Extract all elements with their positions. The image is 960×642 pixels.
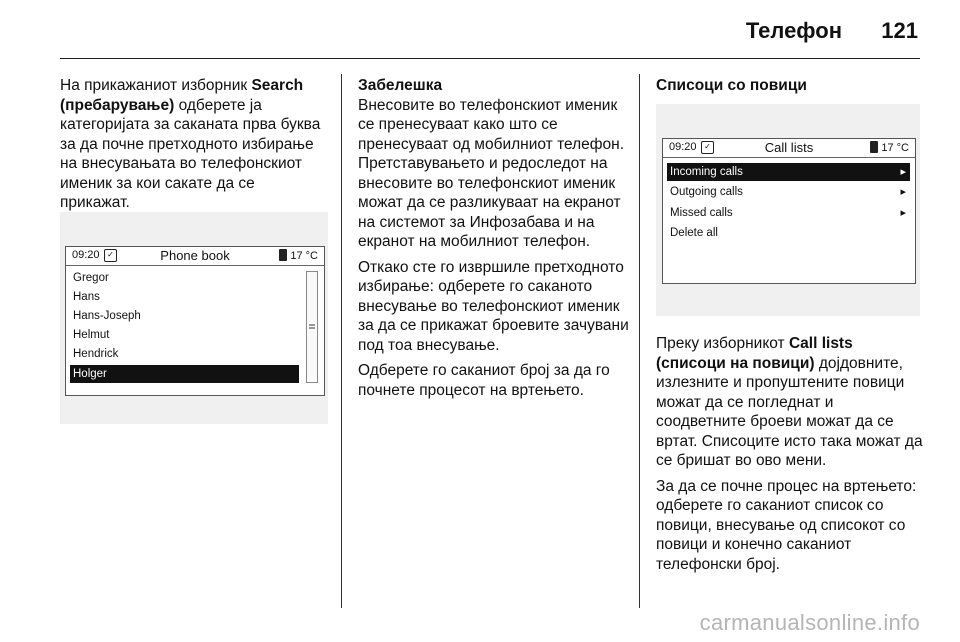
time-display: 09:20	[669, 141, 697, 153]
scrollbar[interactable]	[306, 271, 318, 383]
clock-icon: ✓	[701, 141, 714, 154]
page-number: 121	[881, 18, 918, 43]
temperature-value: 17 °C	[290, 250, 318, 262]
menu-name-call-lists: Call lists (списоци на повици)	[656, 335, 853, 372]
text-span: На прикажаниот изборник	[60, 77, 252, 94]
phone-book-screenshot	[60, 212, 328, 424]
left-paragraph	[60, 76, 328, 213]
menu-item-label: Incoming calls	[670, 166, 743, 178]
phone-book-screen	[65, 246, 325, 396]
list-item[interactable]: Hans-Joseph	[73, 310, 141, 322]
right-column-text	[656, 334, 926, 580]
section-heading: Списоци со повици	[656, 77, 807, 94]
middle-paragraph-2: Откако сте го извршиле претходното избирање: одберете го саканото внесување во телефонскиот именик за да се прикажат броевите зачувани под тоа внесување.	[358, 258, 629, 354]
menu-item-outgoing-calls[interactable]	[667, 183, 910, 201]
text-span: Преку изборникот	[656, 335, 789, 352]
list-item-selected[interactable]: Holger	[70, 365, 299, 383]
scroll-thumb-line	[309, 327, 315, 329]
call-lists-screen	[662, 138, 916, 284]
screen-title: Call lists	[764, 140, 814, 155]
temperature-display	[279, 249, 318, 262]
temperature-display	[870, 141, 909, 154]
right-paragraph-1	[656, 334, 926, 471]
status-bar	[663, 139, 915, 158]
list-item[interactable]: Hendrick	[73, 348, 119, 360]
menu-item-label: Missed calls	[670, 207, 733, 219]
menu-item-missed-calls[interactable]	[667, 204, 910, 222]
note-text: Внесовите во телефонскиот именик се пренесуваат како што се пренесуваат од мобилниот телефон. Претставувањето и редоследот на внесовите во телефонскиот именик можат да се разликуваат на екранот на системот за Инфозабава и на екранот на мобилниот телефон.	[358, 96, 625, 250]
time-display: 09:20	[72, 249, 100, 261]
list-item[interactable]: Helmut	[73, 329, 110, 341]
list-item[interactable]: Hans	[73, 291, 100, 303]
middle-paragraph-3: Одберете го саканиот број за да го почнете процесот на вртењето.	[358, 362, 610, 399]
clock-icon: ✓	[104, 249, 117, 262]
right-column-heading-block	[656, 76, 926, 96]
middle-column	[358, 76, 630, 406]
chevron-right-icon: ▸	[900, 186, 906, 198]
column-divider-1	[341, 74, 342, 608]
menu-item-incoming-calls[interactable]	[667, 163, 910, 181]
column-divider-2	[639, 74, 640, 608]
screen-title: Phone book	[160, 248, 230, 263]
right-paragraph-2: За да се почне процес на вртењето: одберете го саканиот список со повици, внесување од списокот со повици и конечно саканиот телефонски број.	[656, 477, 917, 573]
call-lists-screenshot	[656, 104, 920, 316]
page-header	[0, 0, 960, 58]
menu-item-label: Outgoing calls	[670, 186, 743, 198]
chevron-right-icon: ▸	[900, 166, 906, 178]
section-title: Телефон	[745, 18, 842, 43]
menu-item-delete-all[interactable]	[667, 224, 910, 242]
list-item[interactable]: Gregor	[73, 272, 109, 284]
menu-item-label: Delete all	[670, 227, 718, 239]
temperature-value: 17 °C	[881, 142, 909, 154]
thermometer-icon	[279, 249, 287, 261]
left-column	[60, 76, 328, 219]
header-rule	[60, 58, 920, 59]
text-span: дојдовните, излезните и пропуштените повици можат да се погледнат и соодветните броеви можат да се вртат. Списоците исто така можат да се бришат во ово мени.	[656, 354, 923, 469]
text-span: одберете ја категоријата за саканата прва буква за да почне претходното избирање на внесувањата во телефонскиот именик за кои сакате да се прикажат.	[60, 96, 321, 211]
menu-name-search: Search (пребарување)	[60, 77, 304, 114]
watermark: carmanualsonline.info	[699, 610, 920, 635]
scroll-thumb[interactable]	[309, 324, 315, 326]
status-bar	[66, 247, 324, 266]
thermometer-icon	[870, 141, 878, 153]
chevron-right-icon: ▸	[900, 207, 906, 219]
note-title: Забелешка	[358, 77, 443, 94]
